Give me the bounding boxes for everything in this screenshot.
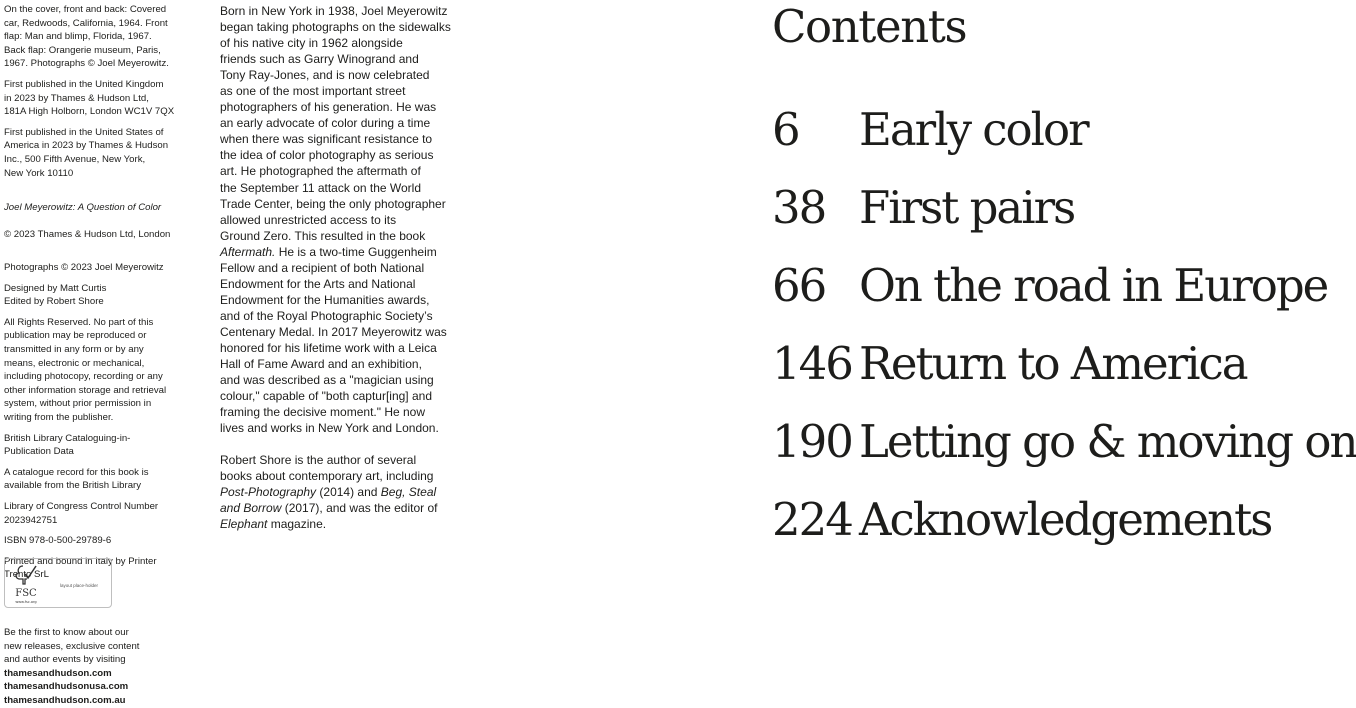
bio-fragment: (2017), and was the editor of xyxy=(281,501,438,516)
bio-line: Endowment for the Humanities awards, xyxy=(220,292,430,307)
meyerowitz-bio xyxy=(220,3,482,436)
contents-heading: Contents xyxy=(772,0,967,53)
bio-line: Centenary Medal. In 2017 Meyerowitz was xyxy=(220,324,447,339)
toc-page-number: 66 xyxy=(772,259,826,312)
toc-entry xyxy=(772,490,1294,568)
toc-chapter-title: Acknowledgements xyxy=(859,493,1272,546)
bio-fragment: He is a two-time Guggenheim xyxy=(275,244,437,259)
book-title-post-photography: Post-Photography xyxy=(220,485,317,500)
aftermath-title: Aftermath. xyxy=(220,244,276,259)
bio-line xyxy=(220,516,482,532)
toc-entry xyxy=(772,256,1328,334)
bio-line: books about contemporary art, including xyxy=(220,469,434,484)
magazine-title-elephant: Elephant xyxy=(220,517,268,532)
printer-credit: Printed and bound in Italy by Printer Trento SrL xyxy=(4,555,157,581)
bio-line: the September 11 attack on the World xyxy=(220,180,422,195)
toc-page-number: 146 xyxy=(772,337,852,390)
bio-line: of his native city in 1962 alongside xyxy=(220,36,403,51)
paragraph-gap xyxy=(220,436,482,452)
bio-line xyxy=(220,484,482,500)
website-list xyxy=(4,667,204,708)
bio-line: Trade Center, being the only photographer xyxy=(220,196,446,211)
website-link: thamesandhudsonusa.com xyxy=(4,681,129,693)
bio-line: allowed unrestricted access to its xyxy=(220,212,397,227)
bio-line: art. He photographed the aftermath of xyxy=(220,164,421,179)
bio-line: Ground Zero. This resulted in the book xyxy=(220,228,426,243)
fsc-tree-check-icon xyxy=(11,563,41,605)
bio-line: friends such as Garry Winogrand and xyxy=(220,52,419,67)
toc-chapter-title: First pairs xyxy=(859,181,1075,234)
website-link: thamesandhudson.com.au xyxy=(4,694,126,706)
bio-line: honored for his lifetime work with a Leica xyxy=(220,340,437,355)
bio-line: Born in New York in 1938, Joel Meyerowitz xyxy=(220,4,448,18)
book-title: Joel Meyerowitz: A Question of Color xyxy=(4,201,162,213)
bio-line: Tony Ray-Jones, and is now celebrated xyxy=(220,68,430,83)
photographs-copyright: Photographs © 2023 Joel Meyerowitz xyxy=(4,262,164,274)
shore-bio xyxy=(220,452,482,532)
cover-note: On the cover, front and back: Covered car, Redwoods, California, 1964. Front flap: Man and blimp, Florida, 1967. Back flap: Orangerie museum, Paris, 1967. Photographs © Joel Meyerowitz. xyxy=(4,4,169,70)
bio-line: began taking photographs on the sidewalks xyxy=(220,20,451,35)
bl-record: A catalogue record for this book is available from the British Library xyxy=(4,466,149,492)
toc-page-number: 190 xyxy=(772,415,852,468)
isbn: ISBN 978-0-500-29789-6 xyxy=(4,535,112,547)
bio-line: an early advocate of color during a time xyxy=(220,116,431,131)
bio-line: as one of the most important street xyxy=(220,84,406,99)
bl-cataloguing: British Library Cataloguing-in- Publication Data xyxy=(4,432,131,458)
website-link: thamesandhudson.com xyxy=(4,667,112,679)
newsletter-text: Be the first to know about our new releases, exclusive content and author events by visiting xyxy=(4,627,140,666)
uk-publication: First published in the United Kingdom in 2023 by Thames & Hudson Ltd, 181A High Holborn, London WC1V 7QX xyxy=(4,78,175,118)
toc-entry xyxy=(772,412,1356,490)
loc-control-number: Library of Congress Control Number 2023942751 xyxy=(4,501,159,526)
bio-line: when there was significant resistance to xyxy=(220,132,433,147)
fsc-logo-box xyxy=(4,558,112,608)
bio-line: framing the decisive moment." He now xyxy=(220,405,426,420)
bio-line: Endowment for the Arts and National xyxy=(220,276,416,291)
table-of-contents xyxy=(772,100,1356,568)
bio-line: Fellow and a recipient of both National xyxy=(220,260,425,275)
toc-page-number: 224 xyxy=(772,493,852,546)
toc-chapter-title: Return to America xyxy=(859,337,1247,390)
bio-line xyxy=(220,500,482,516)
copyright-column xyxy=(4,3,204,589)
book-title-beg-steal: Beg, Steal xyxy=(380,485,437,500)
book-title-and-borrow: and Borrow xyxy=(220,501,282,516)
toc-page-number: 6 xyxy=(772,103,799,156)
bio-fragment: (2014) and xyxy=(316,485,381,500)
bio-line: the idea of color photography as serious xyxy=(220,148,434,163)
fsc-logo-subtext: www.fsc.org xyxy=(15,600,37,604)
toc-chapter-title: Letting go & moving on xyxy=(859,415,1356,468)
toc-entry xyxy=(772,334,1294,412)
toc-entry xyxy=(772,100,1294,178)
bio-line: and of the Royal Photographic Society’s xyxy=(220,308,433,323)
fsc-logo-text: FSC xyxy=(15,588,37,599)
us-publication: First published in the United States of America in 2023 by Thames & Hudson Inc., 500 Fifth Avenue, New York, New York 10110 xyxy=(4,126,169,179)
fsc-placeholder-label: layout place-holder xyxy=(60,583,99,588)
bio-line: Robert Shore is the author of several xyxy=(220,453,417,468)
bio-line: photographers of his generation. He was xyxy=(220,100,437,115)
bio-line: and was described as a "magician using xyxy=(220,373,434,388)
copyright-block xyxy=(4,187,204,255)
bio-line xyxy=(220,244,482,260)
design-edit-credits: Designed by Matt Curtis Edited by Robert Shore xyxy=(4,282,107,308)
bio-line: colour," capable of "both captur[ing] and xyxy=(220,389,432,404)
bio-fragment: magazine. xyxy=(267,517,327,532)
toc-chapter-title: On the road in Europe xyxy=(859,259,1328,312)
toc-page-number: 38 xyxy=(772,181,826,234)
bio-line: Hall of Fame Award and an exhibition, xyxy=(220,357,422,372)
toc-entry xyxy=(772,178,1294,256)
bio-line: lives and works in New York and London. xyxy=(220,421,439,436)
toc-chapter-title: Early color xyxy=(859,103,1088,156)
newsletter-block xyxy=(4,626,204,708)
copyright-line: © 2023 Thames & Hudson Ltd, London xyxy=(4,228,171,240)
author-bios xyxy=(220,3,482,533)
rights-notice: All Rights Reserved. No part of this publication may be reproduced or transmitted in any form or by any means, electronic or mechanical, including photocopy, recording or any other information storage and retrieval system, without prior permission in writing from the publisher. xyxy=(4,316,167,424)
